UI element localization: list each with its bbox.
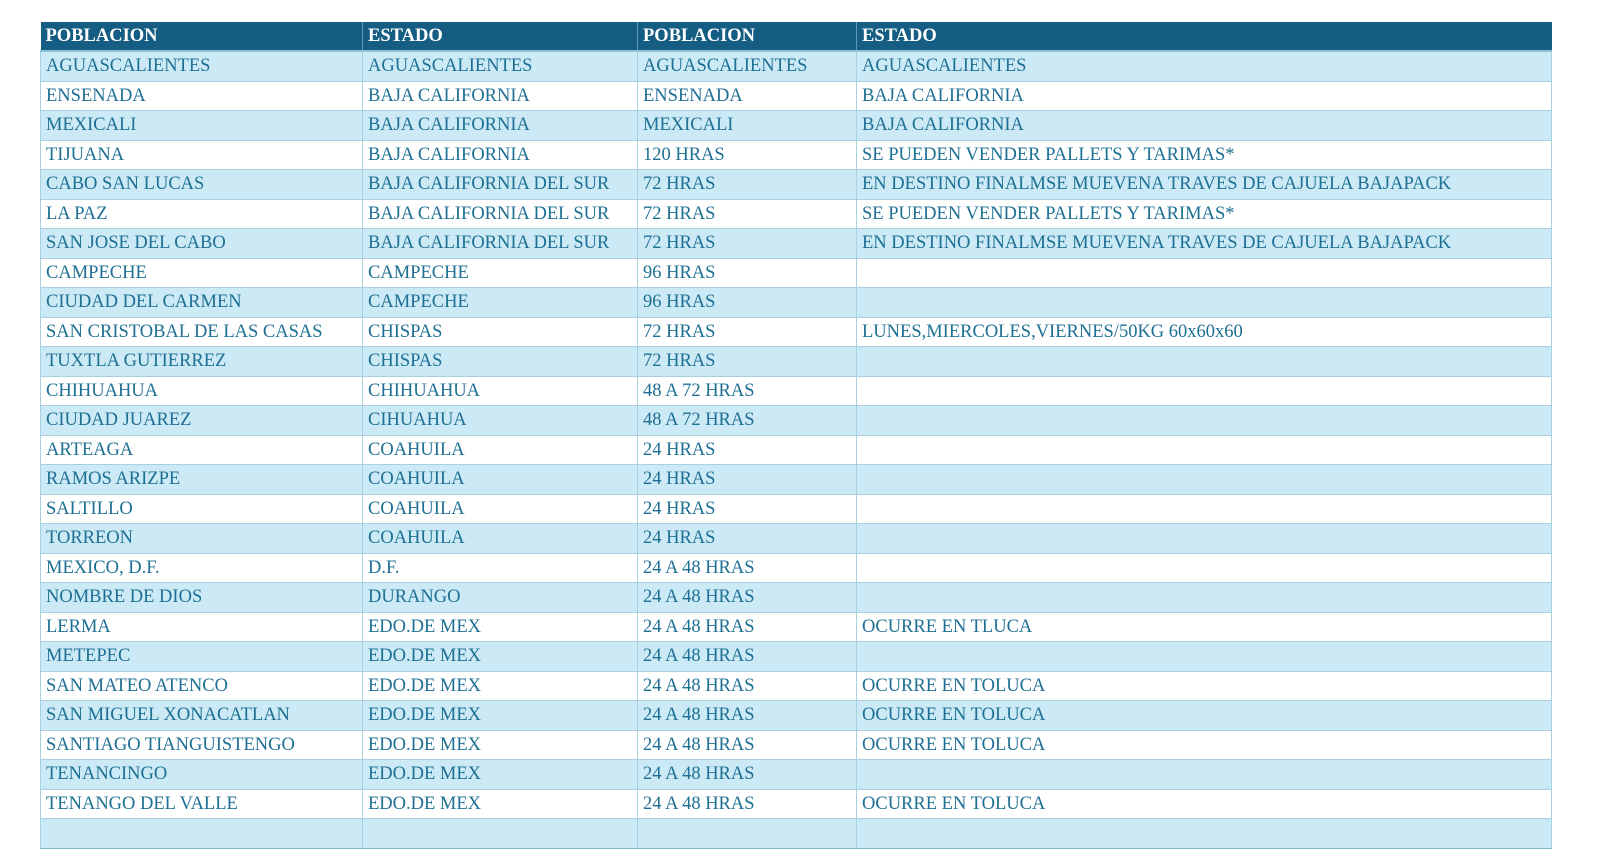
estado-cell[interactable]: CHISPAS — [363, 347, 638, 377]
poblacion-cell[interactable]: ARTEAGA — [41, 435, 363, 465]
estado-cell[interactable]: D.F. — [363, 553, 638, 583]
poblacion-2-cell[interactable]: 72 HRAS — [638, 347, 857, 377]
table-row — [41, 701, 1552, 731]
estado-cell[interactable]: BAJA CALIFORNIA DEL SUR — [363, 199, 638, 229]
table-row — [41, 229, 1552, 259]
table-row — [41, 465, 1552, 495]
poblacion-cell[interactable]: SAN MIGUEL XONACATLAN — [41, 701, 363, 731]
estado-cell[interactable]: BAJA CALIFORNIA DEL SUR — [363, 229, 638, 259]
estado-cell[interactable]: BAJA CALIFORNIA — [363, 140, 638, 170]
poblacion-cell[interactable]: LA PAZ — [41, 199, 363, 229]
table-row — [41, 51, 1552, 81]
poblacion-cell[interactable]: SAN CRISTOBAL DE LAS CASAS — [41, 317, 363, 347]
table-row — [41, 258, 1552, 288]
poblacion-cell[interactable] — [41, 819, 363, 849]
table-row — [41, 760, 1552, 790]
estado-2-cell[interactable] — [857, 376, 1552, 406]
table-row — [41, 376, 1552, 406]
table-row — [41, 612, 1552, 642]
estado-cell[interactable]: COAHUILA — [363, 524, 638, 554]
poblacion-2-cell[interactable]: 24 HRAS — [638, 435, 857, 465]
estado-cell[interactable]: BAJA CALIFORNIA — [363, 111, 638, 141]
estado-2-cell[interactable] — [857, 435, 1552, 465]
poblacion-2-cell[interactable] — [638, 819, 857, 849]
estado-cell[interactable]: CHISPAS — [363, 317, 638, 347]
table-row — [41, 583, 1552, 613]
estado-cell[interactable] — [363, 819, 638, 849]
estado-2-cell[interactable]: BAJA CALIFORNIA — [857, 111, 1552, 141]
estado-cell[interactable]: EDO.DE MEX — [363, 612, 638, 642]
estado-2-cell[interactable]: EN DESTINO FINALMSE MUEVENA TRAVES DE CAJUELA BAJAPACK — [857, 229, 1552, 259]
poblacion-2-cell[interactable]: 24 HRAS — [638, 465, 857, 495]
poblacion-cell[interactable]: SALTILLO — [41, 494, 363, 524]
estado-cell[interactable]: EDO.DE MEX — [363, 730, 638, 760]
table-row — [41, 494, 1552, 524]
poblacion-2-cell[interactable]: 24 A 48 HRAS — [638, 612, 857, 642]
poblacion-2-cell[interactable]: 96 HRAS — [638, 288, 857, 318]
estado-cell[interactable]: BAJA CALIFORNIA DEL SUR — [363, 170, 638, 200]
poblacion-2-cell[interactable]: 24 A 48 HRAS — [638, 642, 857, 672]
poblacion-cell[interactable]: CAMPECHE — [41, 258, 363, 288]
header-cell-estado[interactable]: ESTADO — [363, 22, 638, 51]
estado-2-cell[interactable]: EN DESTINO FINALMSE MUEVENA TRAVES DE CAJUELA BAJAPACK — [857, 170, 1552, 200]
poblacion-cell[interactable]: TENANCINGO — [41, 760, 363, 790]
estado-2-cell[interactable] — [857, 347, 1552, 377]
poblacion-2-cell[interactable]: 72 HRAS — [638, 317, 857, 347]
estado-cell[interactable]: CAMPECHE — [363, 288, 638, 318]
poblacion-cell[interactable]: CIUDAD JUAREZ — [41, 406, 363, 436]
table-row — [41, 288, 1552, 318]
estado-2-cell[interactable]: LUNES,MIERCOLES,VIERNES/50KG 60x60x60 — [857, 317, 1552, 347]
header-row — [41, 22, 1552, 51]
table-row — [41, 671, 1552, 701]
poblacion-cell[interactable]: CHIHUAHUA — [41, 376, 363, 406]
estado-2-cell[interactable] — [857, 819, 1552, 849]
table-header — [41, 22, 1552, 51]
table-row — [41, 347, 1552, 377]
poblacion-cell[interactable]: TENANGO DEL VALLE — [41, 789, 363, 819]
estado-2-cell[interactable]: BAJA CALIFORNIA — [857, 81, 1552, 111]
estado-2-cell[interactable] — [857, 760, 1552, 790]
estado-cell[interactable]: EDO.DE MEX — [363, 701, 638, 731]
estado-2-cell[interactable] — [857, 465, 1552, 495]
estado-2-cell[interactable] — [857, 524, 1552, 554]
poblacion-cell[interactable]: LERMA — [41, 612, 363, 642]
poblacion-cell[interactable]: TUXTLA GUTIERREZ — [41, 347, 363, 377]
estado-cell[interactable]: COAHUILA — [363, 465, 638, 495]
table-row — [41, 140, 1552, 170]
poblacion-cell[interactable]: TORREON — [41, 524, 363, 554]
estado-cell[interactable]: EDO.DE MEX — [363, 642, 638, 672]
poblacion-cell[interactable]: SAN JOSE DEL CABO — [41, 229, 363, 259]
header-cell-poblacion[interactable]: POBLACION — [41, 22, 363, 51]
estado-2-cell[interactable]: OCURRE EN TOLUCA — [857, 671, 1552, 701]
poblacion-cell[interactable]: CABO SAN LUCAS — [41, 170, 363, 200]
estado-cell[interactable]: COAHUILA — [363, 494, 638, 524]
estado-cell[interactable]: EDO.DE MEX — [363, 760, 638, 790]
poblacion-cell[interactable]: NOMBRE DE DIOS — [41, 583, 363, 613]
poblacion-cell[interactable]: TIJUANA — [41, 140, 363, 170]
poblacion-cell[interactable]: ENSENADA — [41, 81, 363, 111]
estado-cell[interactable]: CHIHUAHUA — [363, 376, 638, 406]
header-cell-estado-2[interactable]: ESTADO — [857, 22, 1552, 51]
poblacion-2-cell[interactable]: MEXICALI — [638, 111, 857, 141]
poblacion-cell[interactable]: CIUDAD DEL CARMEN — [41, 288, 363, 318]
table-row — [41, 317, 1552, 347]
table-row — [41, 524, 1552, 554]
estado-cell[interactable]: BAJA CALIFORNIA — [363, 81, 638, 111]
estado-cell[interactable]: COAHUILA — [363, 435, 638, 465]
poblacion-2-cell[interactable]: 24 A 48 HRAS — [638, 671, 857, 701]
poblacion-2-cell[interactable]: 72 HRAS — [638, 229, 857, 259]
estado-2-cell[interactable] — [857, 258, 1552, 288]
estado-2-cell[interactable]: OCURRE EN TLUCA — [857, 612, 1552, 642]
table-row — [41, 435, 1552, 465]
poblacion-2-cell[interactable]: 120 HRAS — [638, 140, 857, 170]
estado-2-cell[interactable]: AGUASCALIENTES — [857, 51, 1552, 81]
header-cell-poblacion-2[interactable]: POBLACION — [638, 22, 857, 51]
poblacion-2-cell[interactable]: 24 A 48 HRAS — [638, 760, 857, 790]
table-row — [41, 819, 1552, 849]
poblacion-2-cell[interactable]: 72 HRAS — [638, 170, 857, 200]
estado-cell[interactable]: EDO.DE MEX — [363, 789, 638, 819]
estado-cell[interactable]: CAMPECHE — [363, 258, 638, 288]
table-row — [41, 789, 1552, 819]
poblacion-2-cell[interactable]: 24 A 48 HRAS — [638, 583, 857, 613]
poblacion-2-cell[interactable]: 24 A 48 HRAS — [638, 789, 857, 819]
spreadsheet-table — [40, 22, 1551, 849]
poblacion-cell[interactable]: AGUASCALIENTES — [41, 51, 363, 81]
estado-cell[interactable]: CIHUAHUA — [363, 406, 638, 436]
poblacion-cell[interactable]: MEXICALI — [41, 111, 363, 141]
poblacion-2-cell[interactable]: 24 A 48 HRAS — [638, 701, 857, 731]
estado-2-cell[interactable] — [857, 406, 1552, 436]
estado-2-cell[interactable]: SE PUEDEN VENDER PALLETS Y TARIMAS* — [857, 199, 1552, 229]
table-row — [41, 111, 1552, 141]
poblacion-2-cell[interactable]: 96 HRAS — [638, 258, 857, 288]
estado-2-cell[interactable] — [857, 642, 1552, 672]
poblacion-2-cell[interactable]: 24 A 48 HRAS — [638, 553, 857, 583]
poblacion-2-cell[interactable]: 48 A 72 HRAS — [638, 376, 857, 406]
poblacion-2-cell[interactable]: 48 A 72 HRAS — [638, 406, 857, 436]
estado-2-cell[interactable] — [857, 288, 1552, 318]
estado-2-cell[interactable]: OCURRE EN TOLUCA — [857, 789, 1552, 819]
poblacion-cell[interactable]: SAN MATEO ATENCO — [41, 671, 363, 701]
table-row — [41, 553, 1552, 583]
poblacion-2-cell[interactable]: 24 A 48 HRAS — [638, 730, 857, 760]
poblacion-2-cell[interactable]: AGUASCALIENTES — [638, 51, 857, 81]
estado-cell[interactable]: EDO.DE MEX — [363, 671, 638, 701]
table-row — [41, 642, 1552, 672]
coverage-table — [40, 22, 1552, 849]
poblacion-2-cell[interactable]: 24 HRAS — [638, 524, 857, 554]
estado-cell[interactable]: DURANGO — [363, 583, 638, 613]
table-row — [41, 170, 1552, 200]
poblacion-2-cell[interactable]: 24 HRAS — [638, 494, 857, 524]
estado-2-cell[interactable]: OCURRE EN TOLUCA — [857, 701, 1552, 731]
table-row — [41, 81, 1552, 111]
estado-2-cell[interactable] — [857, 583, 1552, 613]
poblacion-cell[interactable]: METEPEC — [41, 642, 363, 672]
table-row — [41, 406, 1552, 436]
poblacion-cell[interactable]: RAMOS ARIZPE — [41, 465, 363, 495]
estado-2-cell[interactable]: OCURRE EN TOLUCA — [857, 730, 1552, 760]
table-row — [41, 730, 1552, 760]
estado-2-cell[interactable] — [857, 553, 1552, 583]
table-body — [41, 51, 1552, 848]
poblacion-cell[interactable]: MEXICO, D.F. — [41, 553, 363, 583]
estado-2-cell[interactable] — [857, 494, 1552, 524]
estado-2-cell[interactable]: SE PUEDEN VENDER PALLETS Y TARIMAS* — [857, 140, 1552, 170]
poblacion-2-cell[interactable]: 72 HRAS — [638, 199, 857, 229]
poblacion-cell[interactable]: SANTIAGO TIANGUISTENGO — [41, 730, 363, 760]
table-row — [41, 199, 1552, 229]
estado-cell[interactable]: AGUASCALIENTES — [363, 51, 638, 81]
poblacion-2-cell[interactable]: ENSENADA — [638, 81, 857, 111]
